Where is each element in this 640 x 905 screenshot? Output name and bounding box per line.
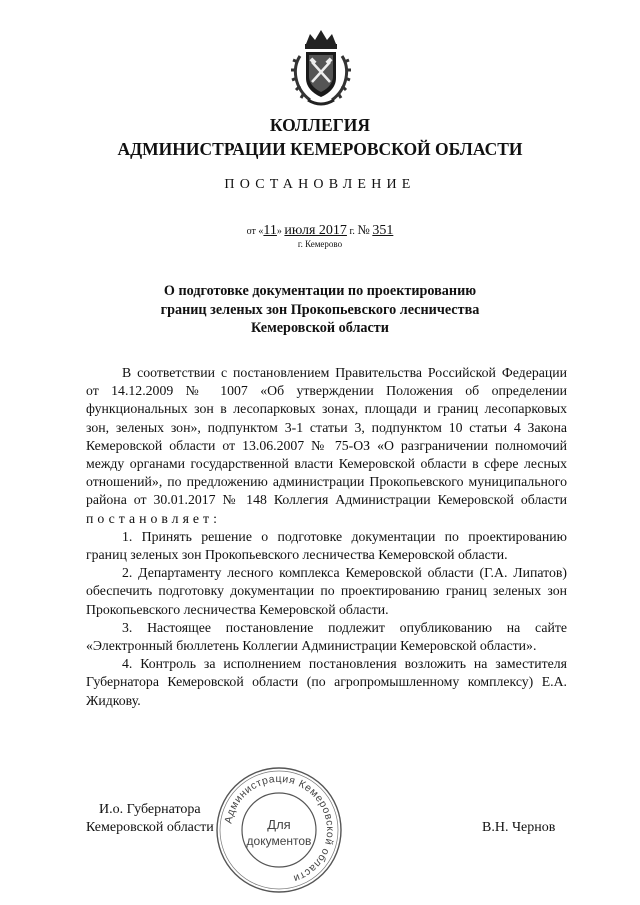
- date-month-year: июля 2017: [284, 223, 347, 238]
- date-suffix: г.: [349, 226, 355, 237]
- title-line1: О подготовке документации по проектированию: [163, 283, 477, 299]
- title-line3: Кемеровской области: [251, 320, 389, 336]
- date-day: 11: [263, 223, 277, 238]
- coat-of-arms-emblem: [288, 26, 354, 108]
- resolves-word: постановляет:: [86, 510, 221, 526]
- date-prefix: от «: [246, 226, 264, 237]
- item-4: 4. Контроль за исполнением постановления возложить на заместителя Губернатора Кемеровской области (по агропромышленному комплексу) Е.А. Жидкову.: [86, 656, 567, 708]
- preamble-paragraph: [86, 364, 567, 528]
- document-body: [86, 364, 567, 710]
- document-type: ПОСТАНОВЛЕНИЕ: [224, 177, 416, 192]
- item-3: 3. Настоящее постановление подлежит опубликованию на сайте «Электронный бюллетень Коллегии Администрации Кемеровской области».: [86, 619, 567, 654]
- org-title-line1: КОЛЛЕГИЯ: [269, 115, 371, 135]
- stamp-center-line2: документов: [246, 834, 312, 848]
- date-mid: »: [276, 226, 282, 237]
- document-number: 351: [372, 223, 394, 238]
- signatory-position-line2: Кемеровской области: [86, 820, 214, 835]
- stamp-center-line1: Для: [267, 817, 291, 832]
- stamp-ring-text: Администрация Кемеровской области: [222, 772, 337, 885]
- item-1: 1. Принять решение о подготовке документации по проектированию границ зеленых зон Прокопьевского лесничества Кемеровской области.: [86, 528, 567, 563]
- number-sign: №: [357, 222, 370, 237]
- date-line: [0, 222, 640, 239]
- signatory-position-line1: И.о. Губернатора: [99, 802, 201, 817]
- official-stamp: [214, 765, 344, 895]
- document-title: [0, 282, 640, 338]
- org-title-line2: АДМИНИСТРАЦИИ КЕМЕРОВСКОЙ ОБЛАСТИ: [117, 139, 523, 159]
- preamble-text: В соответствии с постановлением Правительства Российской Федерации от 14.12.2009 № 1007 «Об утверждении Положения об определении функциональных зон в лесопарковых зонах, площади и границ лесопарковых зон, зеленых зон», подпунктом 3-1 статьи 3, подпунктом 10 статьи 4 Закона Кемеровской области от 13.06.2007 № 75-ОЗ «О разграничении полномочий между органами государственной власти Кемеровской области в сфере лесных отношений», по предложению администрации Прокопьевского муниципального района от 30.01.2017 № 148 Коллегия Администрации Кемеровской области: [86, 365, 567, 508]
- city-label: г. Кемерово: [297, 239, 343, 249]
- title-line2: границ зеленых зон Прокопьевского лесничества: [160, 301, 480, 318]
- item-2: 2. Департаменту лесного комплекса Кемеровской области (Г.А. Липатов) обеспечить подготовку документации по проектированию границ зеленых зон Прокопьевского лесничества Кемеровской области.: [86, 565, 567, 617]
- signatory-name: В.Н. Чернов: [482, 820, 556, 835]
